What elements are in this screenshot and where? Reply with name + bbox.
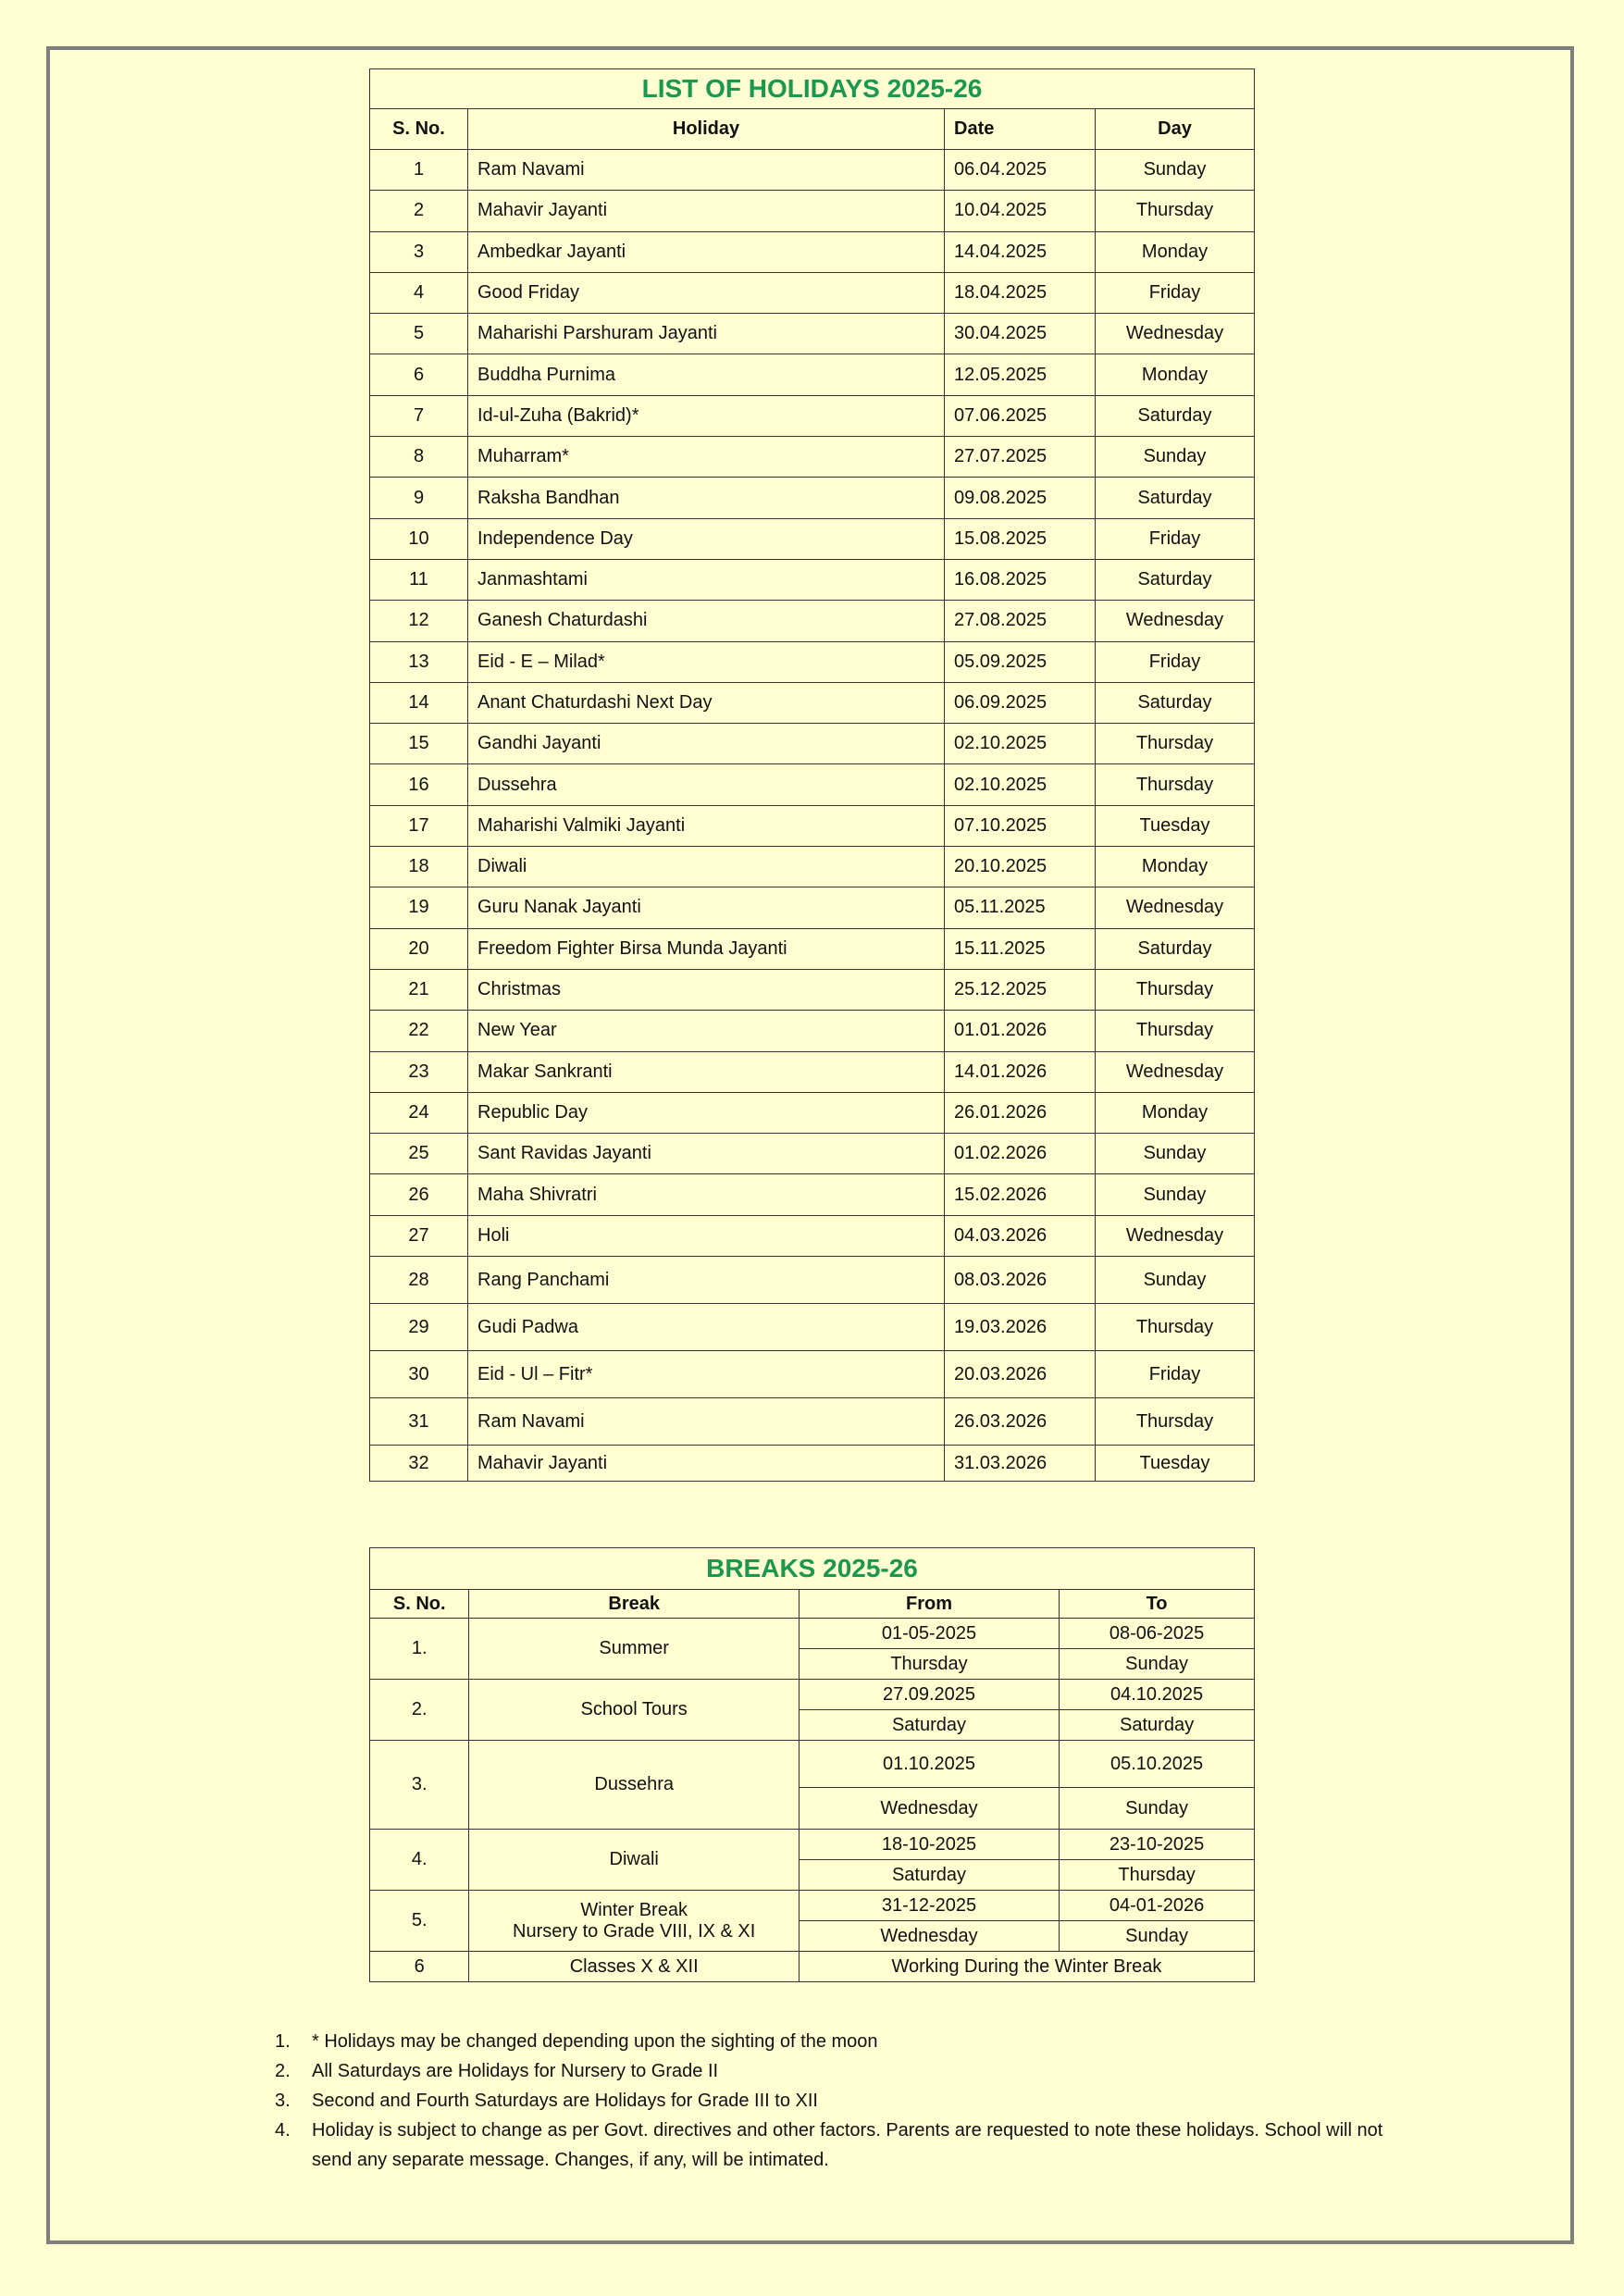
holiday-day: Saturday [1096, 478, 1255, 518]
holiday-sno: 26 [370, 1174, 468, 1215]
table-row [370, 1830, 1255, 1860]
holiday-day: Wednesday [1096, 1215, 1255, 1256]
holiday-date: 19.03.2026 [945, 1304, 1096, 1351]
break-from-day: Thursday [799, 1649, 1059, 1680]
holiday-date: 18.04.2025 [945, 272, 1096, 313]
table-row [370, 928, 1255, 969]
holiday-name: Mahavir Jayanti [468, 1446, 945, 1482]
note-item [275, 2116, 1385, 2175]
holiday-day: Thursday [1096, 969, 1255, 1010]
note-number: 4. [275, 2120, 291, 2141]
holiday-sno: 32 [370, 1446, 468, 1482]
holiday-day: Friday [1096, 641, 1255, 682]
holiday-name: Gudi Padwa [468, 1304, 945, 1351]
note-item [275, 2086, 1385, 2116]
break-name [469, 1619, 799, 1680]
holiday-date: 15.11.2025 [945, 928, 1096, 969]
holidays-header-date: Date [945, 109, 1096, 150]
notes-list [275, 2027, 1385, 2175]
break-name-line: Diwali [609, 1849, 659, 1869]
break-from-day: Saturday [799, 1710, 1059, 1741]
holiday-name: Christmas [468, 969, 945, 1010]
break-to-date: 08-06-2025 [1060, 1619, 1255, 1649]
holiday-sno: 8 [370, 437, 468, 478]
table-row [370, 1304, 1255, 1351]
table-row [370, 191, 1255, 231]
holiday-day: Sunday [1096, 1134, 1255, 1174]
break-from-date: 18-10-2025 [799, 1830, 1059, 1860]
table-row [370, 724, 1255, 764]
break-to-day: Sunday [1060, 1649, 1255, 1680]
holiday-day: Wednesday [1096, 314, 1255, 354]
holiday-sno: 20 [370, 928, 468, 969]
holiday-name: Ram Navami [468, 150, 945, 191]
table-row [370, 1446, 1255, 1482]
breaks-header-sno: S. No. [370, 1590, 469, 1619]
holiday-sno: 14 [370, 682, 468, 723]
break-from-date: 01-05-2025 [799, 1619, 1059, 1649]
holiday-sno: 9 [370, 478, 468, 518]
holiday-date: 20.10.2025 [945, 847, 1096, 887]
table-row [370, 601, 1255, 641]
holiday-sno: 13 [370, 641, 468, 682]
table-row [370, 150, 1255, 191]
holiday-date: 12.05.2025 [945, 354, 1096, 395]
table-row [370, 1051, 1255, 1092]
break-to-day: Sunday [1060, 1921, 1255, 1952]
holiday-name: Janmashtami [468, 559, 945, 600]
note-item [275, 2027, 1385, 2056]
holiday-sno: 1 [370, 150, 468, 191]
holiday-day: Wednesday [1096, 1051, 1255, 1092]
holiday-day: Sunday [1096, 437, 1255, 478]
holiday-name: Rang Panchami [468, 1257, 945, 1304]
holiday-date: 30.04.2025 [945, 314, 1096, 354]
breaks-body [370, 1619, 1255, 1982]
holiday-name: Guru Nanak Jayanti [468, 887, 945, 928]
holiday-name: Anant Chaturdashi Next Day [468, 682, 945, 723]
holiday-sno: 31 [370, 1398, 468, 1446]
break-sno: 3. [370, 1741, 469, 1830]
breaks-title: BREAKS 2025-26 [370, 1548, 1255, 1590]
table-row [370, 805, 1255, 846]
holiday-day: Saturday [1096, 395, 1255, 436]
break-sno: 5. [370, 1891, 469, 1952]
note-number: 2. [275, 2061, 291, 2081]
holiday-name: Dussehra [468, 764, 945, 805]
holiday-date: 14.01.2026 [945, 1051, 1096, 1092]
break-name-line: Summer [599, 1638, 669, 1658]
holiday-name: Republic Day [468, 1092, 945, 1133]
holiday-date: 27.07.2025 [945, 437, 1096, 478]
table-row [370, 1891, 1255, 1921]
holiday-day: Friday [1096, 1351, 1255, 1398]
break-name-line: Dussehra [594, 1774, 674, 1794]
holiday-date: 26.03.2026 [945, 1398, 1096, 1446]
holiday-sno: 10 [370, 518, 468, 559]
holiday-sno: 22 [370, 1011, 468, 1051]
holiday-day: Saturday [1096, 559, 1255, 600]
holiday-date: 06.04.2025 [945, 150, 1096, 191]
holiday-name: Ambedkar Jayanti [468, 231, 945, 272]
table-row [370, 764, 1255, 805]
table-row [370, 969, 1255, 1010]
break-to-date: 04-01-2026 [1060, 1891, 1255, 1921]
holiday-day: Thursday [1096, 724, 1255, 764]
holiday-sno: 3 [370, 231, 468, 272]
table-row [370, 518, 1255, 559]
holidays-table [369, 68, 1255, 1482]
break-from-date: 31-12-2025 [799, 1891, 1059, 1921]
holiday-date: 02.10.2025 [945, 764, 1096, 805]
holiday-name: Holi [468, 1215, 945, 1256]
table-row [370, 437, 1255, 478]
break-to-date: 04.10.2025 [1060, 1680, 1255, 1710]
holiday-day: Tuesday [1096, 1446, 1255, 1482]
break-note: Working During the Winter Break [799, 1952, 1254, 1982]
holiday-day: Tuesday [1096, 805, 1255, 846]
table-row [370, 1215, 1255, 1256]
break-sno: 4. [370, 1830, 469, 1891]
table-row [370, 314, 1255, 354]
holiday-day: Sunday [1096, 1174, 1255, 1215]
holiday-day: Monday [1096, 1092, 1255, 1133]
break-from-date: 27.09.2025 [799, 1680, 1059, 1710]
note-item [275, 2056, 1385, 2086]
holiday-day: Thursday [1096, 1011, 1255, 1051]
holiday-name: New Year [468, 1011, 945, 1051]
holiday-day: Wednesday [1096, 887, 1255, 928]
break-name [469, 1830, 799, 1891]
holiday-sno: 18 [370, 847, 468, 887]
holiday-date: 07.06.2025 [945, 395, 1096, 436]
break-to-date: 23-10-2025 [1060, 1830, 1255, 1860]
note-number: 1. [275, 2031, 291, 2052]
holiday-sno: 16 [370, 764, 468, 805]
holiday-date: 25.12.2025 [945, 969, 1096, 1010]
holiday-sno: 27 [370, 1215, 468, 1256]
holiday-date: 06.09.2025 [945, 682, 1096, 723]
holiday-sno: 6 [370, 354, 468, 395]
holiday-date: 14.04.2025 [945, 231, 1096, 272]
holiday-name: Sant Ravidas Jayanti [468, 1134, 945, 1174]
holiday-day: Sunday [1096, 1257, 1255, 1304]
holiday-sno: 21 [370, 969, 468, 1010]
holiday-day: Thursday [1096, 191, 1255, 231]
break-name [469, 1680, 799, 1741]
break-from-day: Saturday [799, 1860, 1059, 1891]
holiday-sno: 30 [370, 1351, 468, 1398]
holiday-name: Id-ul-Zuha (Bakrid)* [468, 395, 945, 436]
break-name [469, 1741, 799, 1830]
holiday-name: Gandhi Jayanti [468, 724, 945, 764]
holiday-day: Sunday [1096, 150, 1255, 191]
holiday-date: 15.02.2026 [945, 1174, 1096, 1215]
break-from-day: Wednesday [799, 1788, 1059, 1830]
break-sno: 1. [370, 1619, 469, 1680]
holiday-sno: 5 [370, 314, 468, 354]
break-to-day: Thursday [1060, 1860, 1255, 1891]
table-row [370, 847, 1255, 887]
holiday-date: 07.10.2025 [945, 805, 1096, 846]
table-row [370, 559, 1255, 600]
holiday-date: 02.10.2025 [945, 724, 1096, 764]
holiday-name: Ram Navami [468, 1398, 945, 1446]
table-row [370, 272, 1255, 313]
table-row [370, 887, 1255, 928]
holiday-day: Monday [1096, 231, 1255, 272]
holiday-date: 15.08.2025 [945, 518, 1096, 559]
break-name: Classes X & XII [469, 1952, 799, 1982]
holiday-date: 31.03.2026 [945, 1446, 1096, 1482]
table-row [370, 1680, 1255, 1710]
holiday-date: 01.01.2026 [945, 1011, 1096, 1051]
break-name-line: Winter Break [580, 1899, 688, 1920]
table-row [370, 682, 1255, 723]
holiday-day: Saturday [1096, 928, 1255, 969]
holiday-date: 10.04.2025 [945, 191, 1096, 231]
holiday-day: Friday [1096, 518, 1255, 559]
holiday-date: 04.03.2026 [945, 1215, 1096, 1256]
table-row [370, 1619, 1255, 1649]
holiday-sno: 4 [370, 272, 468, 313]
holiday-day: Monday [1096, 847, 1255, 887]
holiday-sno: 23 [370, 1051, 468, 1092]
holidays-title: LIST OF HOLIDAYS 2025-26 [370, 69, 1255, 109]
note-text: Holiday is subject to change as per Govt. directives and other factors. Parents are requested to note these holidays. School will not send any separate message. Changes, if any, will be intimated. [312, 2120, 1383, 2170]
table-row [370, 231, 1255, 272]
table-row [370, 1134, 1255, 1174]
holiday-sno: 11 [370, 559, 468, 600]
holiday-sno: 15 [370, 724, 468, 764]
holiday-name: Freedom Fighter Birsa Munda Jayanti [468, 928, 945, 969]
holiday-name: Maharishi Parshuram Jayanti [468, 314, 945, 354]
holiday-day: Wednesday [1096, 601, 1255, 641]
holiday-date: 08.03.2026 [945, 1257, 1096, 1304]
table-row [370, 478, 1255, 518]
holiday-day: Monday [1096, 354, 1255, 395]
holiday-date: 05.09.2025 [945, 641, 1096, 682]
note-text: * Holidays may be changed depending upon the sighting of the moon [312, 2031, 878, 2052]
breaks-header-break: Break [469, 1590, 799, 1619]
table-row [370, 1092, 1255, 1133]
table-row [370, 1011, 1255, 1051]
table-row [370, 1952, 1255, 1982]
table-row [370, 1398, 1255, 1446]
breaks-table [369, 1547, 1255, 1982]
holiday-name: Independence Day [468, 518, 945, 559]
holiday-name: Diwali [468, 847, 945, 887]
holiday-name: Maharishi Valmiki Jayanti [468, 805, 945, 846]
holiday-sno: 7 [370, 395, 468, 436]
holiday-sno: 2 [370, 191, 468, 231]
holiday-day: Friday [1096, 272, 1255, 313]
break-to-day: Saturday [1060, 1710, 1255, 1741]
holiday-sno: 24 [370, 1092, 468, 1133]
holiday-sno: 19 [370, 887, 468, 928]
holiday-name: Maha Shivratri [468, 1174, 945, 1215]
holidays-body [370, 150, 1255, 1482]
holiday-date: 27.08.2025 [945, 601, 1096, 641]
breaks-header-to: To [1060, 1590, 1255, 1619]
holiday-name: Mahavir Jayanti [468, 191, 945, 231]
holidays-header-holiday: Holiday [468, 109, 945, 150]
table-row [370, 1174, 1255, 1215]
holiday-date: 01.02.2026 [945, 1134, 1096, 1174]
holiday-sno: 25 [370, 1134, 468, 1174]
holiday-name: Eid - E – Milad* [468, 641, 945, 682]
holiday-name: Eid - Ul – Fitr* [468, 1351, 945, 1398]
break-from-day: Wednesday [799, 1921, 1059, 1952]
holiday-name: Good Friday [468, 272, 945, 313]
holidays-header-day: Day [1096, 109, 1255, 150]
note-text: All Saturdays are Holidays for Nursery to Grade II [312, 2061, 719, 2081]
break-from-date: 01.10.2025 [799, 1741, 1059, 1788]
holiday-sno: 17 [370, 805, 468, 846]
table-row [370, 1741, 1255, 1788]
table-row [370, 1257, 1255, 1304]
holiday-name: Ganesh Chaturdashi [468, 601, 945, 641]
holiday-name: Raksha Bandhan [468, 478, 945, 518]
holiday-date: 20.03.2026 [945, 1351, 1096, 1398]
holiday-day: Thursday [1096, 764, 1255, 805]
holiday-sno: 28 [370, 1257, 468, 1304]
holiday-date: 05.11.2025 [945, 887, 1096, 928]
holiday-name: Buddha Purnima [468, 354, 945, 395]
holiday-date: 26.01.2026 [945, 1092, 1096, 1133]
table-row [370, 395, 1255, 436]
break-to-date: 05.10.2025 [1060, 1741, 1255, 1788]
holiday-day: Saturday [1096, 682, 1255, 723]
holiday-date: 16.08.2025 [945, 559, 1096, 600]
break-sno: 6 [370, 1952, 469, 1982]
table-row [370, 641, 1255, 682]
breaks-header-from: From [799, 1590, 1059, 1619]
note-text: Second and Fourth Saturdays are Holidays for Grade III to XII [312, 2091, 818, 2111]
table-row [370, 354, 1255, 395]
break-sno: 2. [370, 1680, 469, 1741]
holiday-sno: 12 [370, 601, 468, 641]
holiday-day: Thursday [1096, 1398, 1255, 1446]
break-to-day: Sunday [1060, 1788, 1255, 1830]
holiday-day: Thursday [1096, 1304, 1255, 1351]
holiday-date: 09.08.2025 [945, 478, 1096, 518]
break-name [469, 1891, 799, 1952]
note-number: 3. [275, 2091, 291, 2111]
break-name-line-2: Nursery to Grade VIII, IX & XI [513, 1920, 756, 1942]
holiday-name: Makar Sankranti [468, 1051, 945, 1092]
holidays-header-sno: S. No. [370, 109, 468, 150]
holiday-sno: 29 [370, 1304, 468, 1351]
table-row [370, 1351, 1255, 1398]
holiday-name: Muharram* [468, 437, 945, 478]
break-name-line: School Tours [580, 1699, 688, 1719]
